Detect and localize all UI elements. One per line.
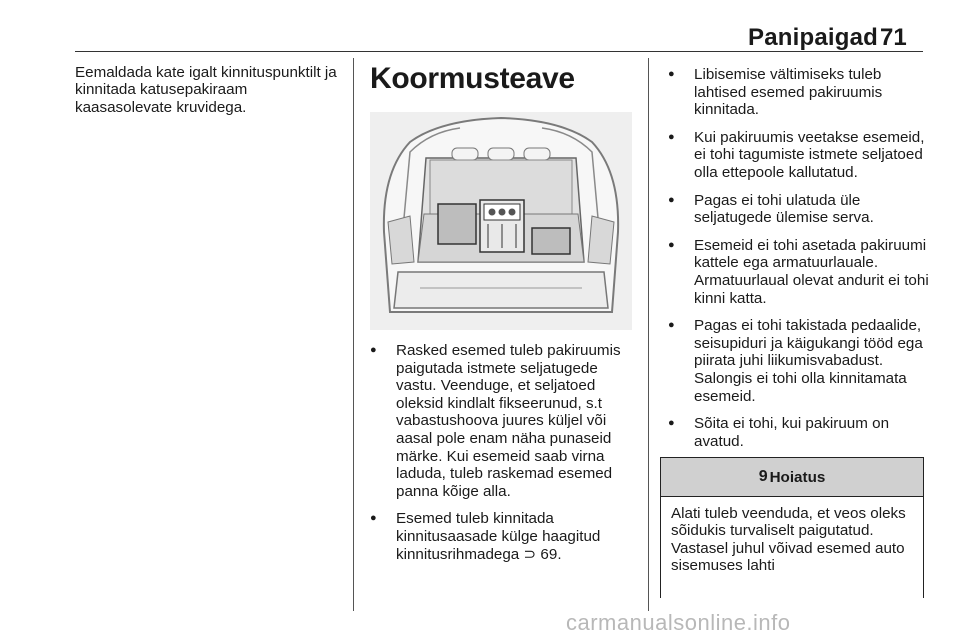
column-divider-right <box>648 58 649 611</box>
car-trunk-illustration <box>370 112 632 330</box>
list-item: ● Esemed tuleb kinnitada kinnitusaasade külge haagitud kinnitusrihmadega ⊃ 69. <box>370 510 638 563</box>
warning-box <box>660 457 924 598</box>
list-item: ● Sõita ei tohi, kui pakiruum on avatud. <box>668 415 930 450</box>
page-number: 71 <box>880 24 907 51</box>
warning-icon: 9 <box>758 468 768 485</box>
warning-header <box>661 458 923 497</box>
list-item: ● Libisemise vältimiseks tuleb lahtised esemed pakiruumis kinnitada. <box>668 66 930 119</box>
list-item: ● Pagas ei tohi takistada pedaalide, seisupiduri ja käigukangi tööd ega piirata juhi liikumisvabadust. Salongis ei tohi olla kinnitamata esemeid. <box>668 317 930 405</box>
list-item: ● Rasked esemed tuleb pakiruumis paigutada istmete seljatugede vastu. Veenduge, et seljatoed oleksid kindlalt fikseerunud, s.t vabastushoova juures küljel või aasal pole enam näha punaseid märke. Kui esemeid saab virna laduda, tuleb raskemad esemed panna kõige alla. <box>370 342 638 500</box>
list-item: ● Pagas ei tohi ulatuda üle seljatugede ülemise serva. <box>668 192 930 227</box>
section-title: Koormusteave <box>370 62 575 95</box>
warning-title: Hoiatus <box>769 468 826 486</box>
header-rule <box>75 51 923 52</box>
watermark: carmanualsonline.info <box>566 610 791 635</box>
list-item: ● Kui pakiruumis veetakse esemeid, ei tohi tagumiste istmete seljatoed olla ettepoole kallutatud. <box>668 129 930 182</box>
list-item: ● Esemeid ei tohi asetada pakiruumi kattele ega armatuurlauale. Armatuurlaual olevat andurit ei tohi kinni katta. <box>668 237 930 307</box>
column-divider-left <box>353 58 354 611</box>
loading-bullets-right <box>668 66 930 460</box>
intro-paragraph: Eemaldada kate igalt kinnituspunktilt ja kinnitada katusepakiraam kaasasolevate kruvidega. <box>75 64 337 116</box>
loading-bullets-middle <box>370 342 638 573</box>
warning-text: Alati tuleb veenduda, et veos oleks sõidukis turvaliselt paigutatud. Vastasel juhul võivad esemed auto sisemuses lahti <box>671 505 906 575</box>
page-header-title: Panipaigad <box>748 24 879 51</box>
